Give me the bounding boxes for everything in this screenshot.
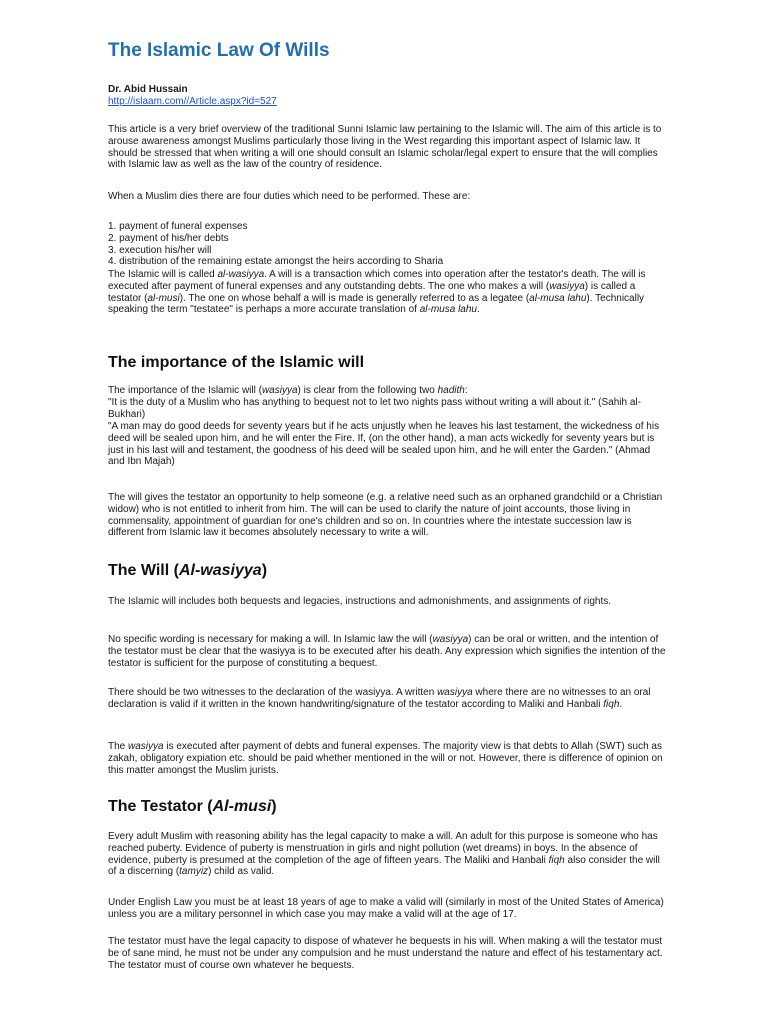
author-name: Dr. Abid Hussain [108,84,188,95]
importance-paragraph: The importance of the Islamic will (wasiyya) is clear from the following two hadith: [108,385,468,396]
definition-paragraph: The Islamic will is called al-wasiyya. A will is a transaction which comes into operation after the testator's death. The will is executed after payment of funeral expenses and any outstanding debts. The one who makes a will (wasiyya) is called a testator (al-musi). The one on whose behalf a will is made is generally referred to as a legatee (al-musa lahu). Technically speaking the term "testatee" is perhaps a more accurate translation of al-musa lahu. [108,269,646,316]
source-link[interactable]: http://islaam.com//Article.aspx?id=527 [108,96,277,107]
capacity-paragraph: Every adult Muslim with reasoning ability has the legal capacity to make a will. An adult for this purpose is someone who has reached puberty. Evidence of puberty is menstruation in girls and night pollution (wet dreams) in boys. In the absence of evidence, puberty is presumed at the completion of the age of fifteen years. The Maliki and Hanbali fiqh also consider the will of a discerning (tamyiz) child as valid. [108,831,660,878]
execution-paragraph: The wasiyya is executed after payment of debts and funeral expenses. The majority view is that debts to Allah (SWT) such as zakah, obligatory expiation etc. should be paid whether mentioned in the will or not. However, there is difference of opinion on this matter amongst the Muslim jurists. [108,741,663,776]
wording-paragraph: No specific wording is necessary for making a will. In Islamic law the will (wasiyya) can be oral or written, and the intention of the testator must be clear that the wasiyya is to be executed after his death. Any expression which signifies the intention of the testator is sufficient for the purpose of constituting a bequest. [108,634,666,669]
heading-importance: The importance of the Islamic will [108,354,365,371]
duty-item: 3. execution his/her will [108,244,212,256]
intro-paragraph: This article is a very brief overview of the traditional Sunni Islamic law pertaining to the Islamic will. The aim of this article is to arouse awareness amongst Muslims particularly those living in the West regarding this important aspect of Islamic law. It should be stressed that when writing a will one should consult an Islamic scholar/legal expert to ensure that the will complies with Islamic law as well as the law of the country of residence. [108,124,662,171]
duties-intro: When a Muslim dies there are four duties which need to be performed. These are: [108,191,471,202]
witnesses-paragraph: There should be two witnesses to the declaration of the wasiyya. A written wasiyya where there are no witnesses to an oral declaration is valid if it written in the known handwriting/signature of the testator according to Maliki and Hanbali fiqh. [108,687,651,710]
heading-will: The Will (Al-wasiyya) [108,562,268,579]
duties-list [108,221,668,268]
legal-capacity-paragraph: The testator must have the legal capacity to dispose of whatever he bequests in his will. When making a will the testator must be of sane mind, he must not be under any compulsion and he must understand the nature and effect of his testamentary act. The testator must of course own whatever he bequests. [108,936,663,971]
hadith-quote-1: "It is the duty of a Muslim who has anything to bequest not to let two nights pass without writing a will about it." (Sahih al-Bukhari) [108,397,641,420]
testator-opportunity-paragraph: The will gives the testator an opportunity to help someone (e.g. a relative need such as an orphaned grandchild or a Christian widow) who is not entitled to inherit from him. The will can be used to clarify the nature of joint accounts, those living in commensality, appointment of guardian for one's children and so on. In countries where the intestate succession law is different from Islamic law it becomes absolutely necessary to write a will. [108,492,663,539]
will-includes-paragraph: The Islamic will includes both bequests and legacies, instructions and admonishments, and assignments of rights. [108,596,612,607]
english-law-paragraph: Under English Law you must be at least 18 years of age to make a valid will (similarly in most of the United States of America) unless you are a military personnel in which case you may make a valid will at the age of 17. [108,897,664,920]
duty-item: 2. payment of his/her debts [108,232,229,244]
duty-item: 1. payment of funeral expenses [108,221,248,232]
heading-testator: The Testator (Al-musi) [108,798,277,815]
hadith-quote-2: "A man may do good deeds for seventy years but if he acts unjustly when he leaves his last testament, the wickedness of his deed will be sealed upon him, and he will enter the Fire. If, (on the other hand), a man acts wickedly for seventy years but is just in his last will and testament, the goodness of his deed will be sealed upon him, and he will enter the Garden." (Ahmad and Ibn Majah) [108,421,660,468]
duty-item: 4. distribution of the remaining estate amongst the heirs according to Sharia [108,256,444,268]
article-title: The Islamic Law Of Wills [108,40,330,61]
